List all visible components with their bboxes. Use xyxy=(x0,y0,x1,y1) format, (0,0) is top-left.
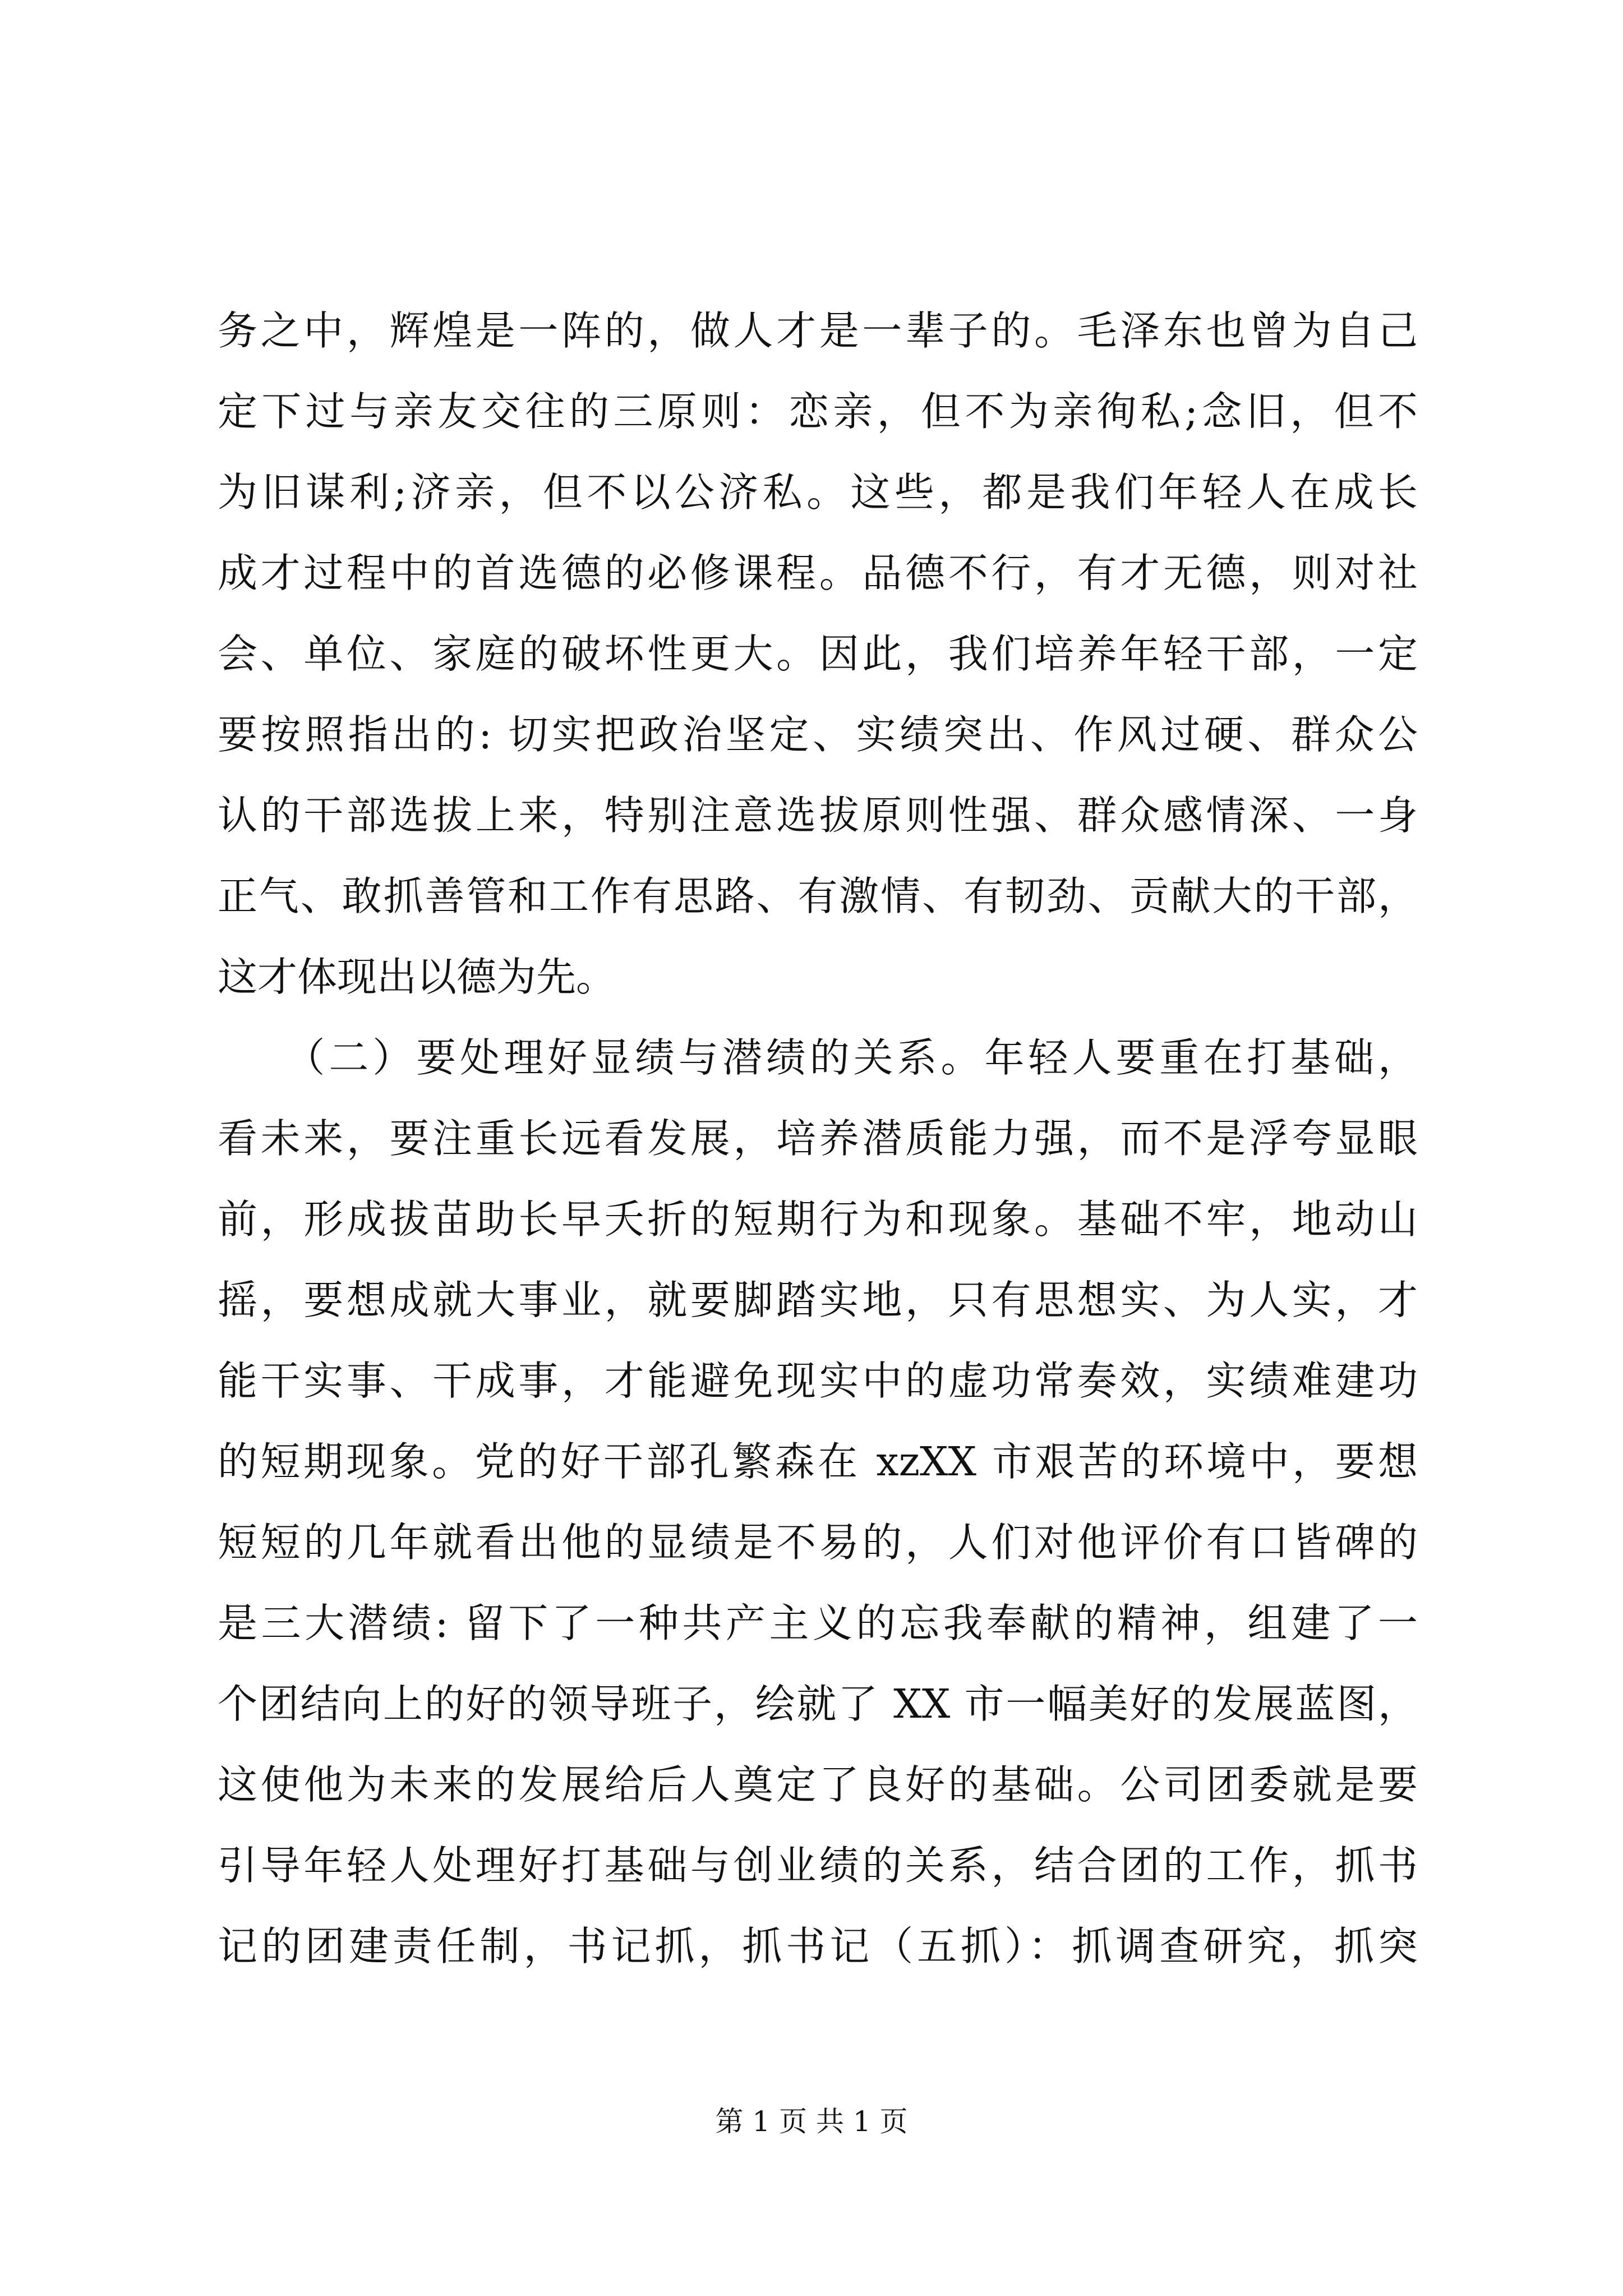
page-number-label: 第 1 页 共 1 页 xyxy=(715,2105,908,2138)
text-line: 认的干部选拔上来，特别注意选拔原则性强、群众感情深、一身 xyxy=(218,792,1418,839)
text-line: 是三大潜绩: 留下了一种共产主义的忘我奉献的精神，组建了一 xyxy=(218,1600,1418,1646)
text-line: 能干实事、干成事，才能避免现实中的虚功常奏效，实绩难建功 xyxy=(218,1358,1418,1404)
text-line: 这才体现出以德为先。 xyxy=(218,954,616,1000)
page-footer xyxy=(0,2105,1623,2138)
text-line: 定下过与亲友交往的三原则：恋亲，但不为亲徇私;念旧，但不 xyxy=(218,388,1418,435)
text-line: 看未来，要注重长远看发展，培养潜质能力强，而不是浮夸显眼 xyxy=(218,1115,1418,1162)
text-line: 前，形成拔苗助长早夭折的短期行为和现象。基础不牢，地动山 xyxy=(218,1196,1418,1243)
text-line: 为旧谋利;济亲，但不以公济私。这些，都是我们年轻人在成长 xyxy=(218,469,1418,516)
text-line: 的短期现象。党的好干部孔繁森在 xzXX 市艰苦的环境中，要想 xyxy=(218,1438,1418,1485)
text-line: 摇，要想成就大事业，就要脚踏实地，只有思想实、为人实，才 xyxy=(218,1277,1418,1323)
text-line: 短短的几年就看出他的显绩是不易的，人们对他评价有口皆碑的 xyxy=(218,1519,1418,1566)
text-line: 个团结向上的好的领导班子，绘就了 XX 市一幅美好的发展蓝图， xyxy=(218,1681,1418,1727)
text-line: 成才过程中的首选德的必修课程。品德不行，有才无德，则对社 xyxy=(218,550,1418,596)
paragraph-heading-line: （二）要处理好显绩与潜绩的关系。年轻人要重在打基础， xyxy=(218,1034,1418,1081)
document-body xyxy=(218,291,1418,1987)
text-line: 要按照指出的: 切实把政治坚定、实绩突出、作风过硬、群众公 xyxy=(218,711,1418,758)
text-line: 记的团建责任制，书记抓，抓书记（五抓）：抓调查研究，抓突 xyxy=(218,1923,1418,1970)
text-line: 这使他为未来的发展给后人奠定了良好的基础。公司团委就是要 xyxy=(218,1761,1418,1808)
text-line: 务之中，辉煌是一阵的，做人才是一辈子的。毛泽东也曾为自己 xyxy=(218,307,1418,354)
text-line: 引导年轻人处理好打基础与创业绩的关系，结合团的工作，抓书 xyxy=(218,1842,1418,1889)
text-line: 会、单位、家庭的破坏性更大。因此，我们培养年轻干部，一定 xyxy=(218,631,1418,677)
text-line: 正气、敢抓善管和工作有思路、有激情、有韧劲、贡献大的干部， xyxy=(218,873,1418,919)
